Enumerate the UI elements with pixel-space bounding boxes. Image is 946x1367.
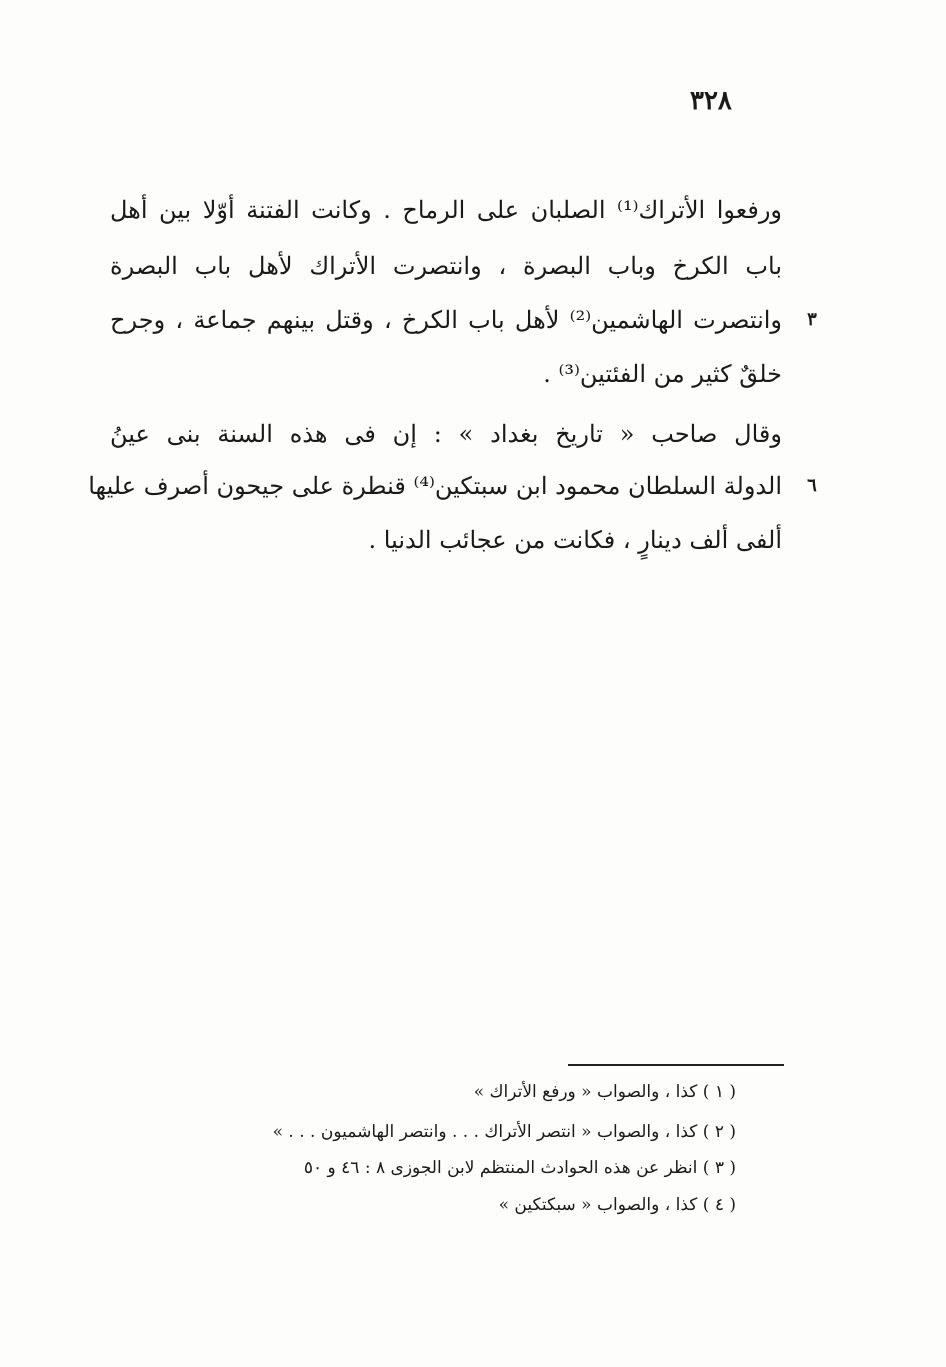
- footnote-1: ( ١ ) كذا ، والصواب « ورفع الأتراك »: [473, 1082, 736, 1102]
- page-number: ٣٢٨: [690, 86, 732, 116]
- footnote-4: ( ٤ ) كذا ، والصواب « سبكتكين »: [498, 1195, 736, 1215]
- body-line-1: ورفعوا الأتراك⁽¹⁾ الصلبان على الرماح . وكانت الفتنة أوّلا بين أهل: [110, 196, 783, 224]
- body-line-6: الدولة السلطان محمود ابن سبتكين⁽⁴⁾ قنطرة على جيحون أصرف عليها: [88, 472, 782, 500]
- body-line-5: وقال صاحب « تاريخ بغداد » : إن فى هذه السنة بنى عينُ: [110, 420, 782, 448]
- footnote-separator: [568, 1064, 784, 1066]
- body-line-7: ألفى ألف دينارٍ ، فكانت من عجائب الدنيا .: [368, 526, 782, 554]
- line-number-6: ٦: [807, 475, 817, 496]
- line-number-3: ٣: [807, 309, 817, 330]
- footnote-3: ( ٣ ) انظر عن هذه الحوادث المنتظم لابن الجوزى ٨ : ٤٦ و ٥٠: [303, 1158, 736, 1178]
- body-line-2: باب الكرخ وباب البصرة ، وانتصرت الأتراك لأهل باب البصرة: [110, 252, 782, 280]
- body-line-3: وانتصرت الهاشمين⁽²⁾ لأهل باب الكرخ ، وقتل بينهم جماعة ، وجرح: [110, 306, 783, 334]
- footnote-2: ( ٢ ) كذا ، والصواب « انتصر الأتراك . . . وانتصر الهاشميون . . . »: [272, 1122, 736, 1142]
- body-line-4: خلقٌ كثير من الفئتين⁽³⁾ .: [543, 360, 782, 388]
